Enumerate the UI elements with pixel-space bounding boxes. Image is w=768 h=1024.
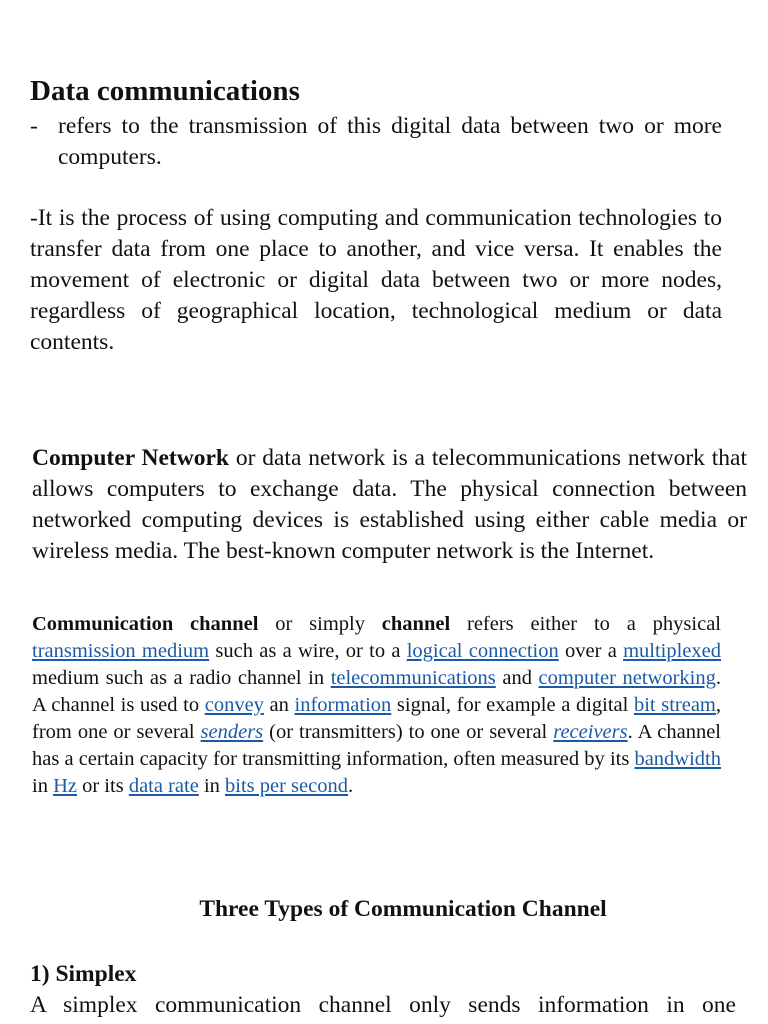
link-data-rate[interactable]: data rate — [128, 775, 199, 797]
text-run: signal, for example a digital — [391, 694, 634, 716]
definition-text: refers to the transmission of this digital data between two or more computers. — [58, 113, 722, 170]
link-telecommunications[interactable]: telecommunications — [330, 667, 496, 689]
list-bullet: - — [30, 113, 38, 139]
link-senders[interactable]: senders — [200, 721, 264, 743]
text-run: or its — [76, 775, 129, 797]
page-title: Data communications — [30, 75, 300, 107]
text-run: , from one or several — [32, 694, 721, 743]
communication-channel-term: Communication channel — [32, 613, 259, 635]
communication-channel-paragraph — [32, 611, 721, 800]
simplex-paragraph: A simplex communication channel only sends information in one — [30, 992, 736, 1018]
text-run: . A channel has a certain capacity for transmitting information, often measured by its — [32, 721, 721, 770]
text-run: refers either to a physical — [450, 613, 721, 635]
text-run: such as a wire, or to a — [209, 640, 407, 662]
link-computer-networking[interactable]: computer networking — [538, 667, 716, 689]
data-communications-paragraph: -It is the process of using computing and communication technologies to transfer data from one place to another, and vice versa. It enables the movement of electronic or digital data between two or more nodes, regardless of geographical location, technological medium or data contents. — [30, 205, 722, 355]
text-run: . A channel is used to — [32, 667, 721, 716]
computer-network-text: or data network is a telecommunications network that allows computers to exchange data. The physical connection between networked computing devices is established using either cable media or wireless media. The best-known computer network is the Internet. — [32, 445, 747, 564]
text-run: over a — [558, 640, 624, 662]
section-heading: Three Types of Communication Channel — [199, 896, 607, 922]
link-information[interactable]: information — [294, 694, 392, 716]
link-logical-connection[interactable]: logical connection — [406, 640, 559, 662]
text-run: . — [348, 775, 354, 797]
text-run: (or transmitters) to one or several — [263, 721, 554, 743]
simplex-heading: 1) Simplex — [30, 961, 137, 987]
text-run: medium such as a radio channel in — [32, 667, 331, 689]
link-convey[interactable]: convey — [204, 694, 264, 716]
text-run: and — [495, 667, 539, 689]
text-run: in — [32, 775, 54, 797]
link-hz[interactable]: Hz — [53, 775, 77, 797]
computer-network-term: Computer Network — [32, 445, 229, 471]
link-receivers[interactable]: receivers — [553, 721, 628, 743]
text-run: in — [198, 775, 226, 797]
link-bit-stream[interactable]: bit stream — [633, 694, 716, 716]
link-transmission-medium[interactable]: transmission medium — [32, 640, 210, 662]
text-run: or simply — [258, 613, 382, 635]
link-multiplexed[interactable]: multiplexed — [623, 640, 721, 662]
channel-term: channel — [381, 613, 451, 635]
definition-list-item — [30, 111, 722, 173]
link-bandwidth[interactable]: bandwidth — [634, 748, 721, 770]
text-run: an — [263, 694, 295, 716]
link-bits-per-second[interactable]: bits per second — [225, 775, 348, 797]
computer-network-paragraph — [32, 443, 747, 567]
